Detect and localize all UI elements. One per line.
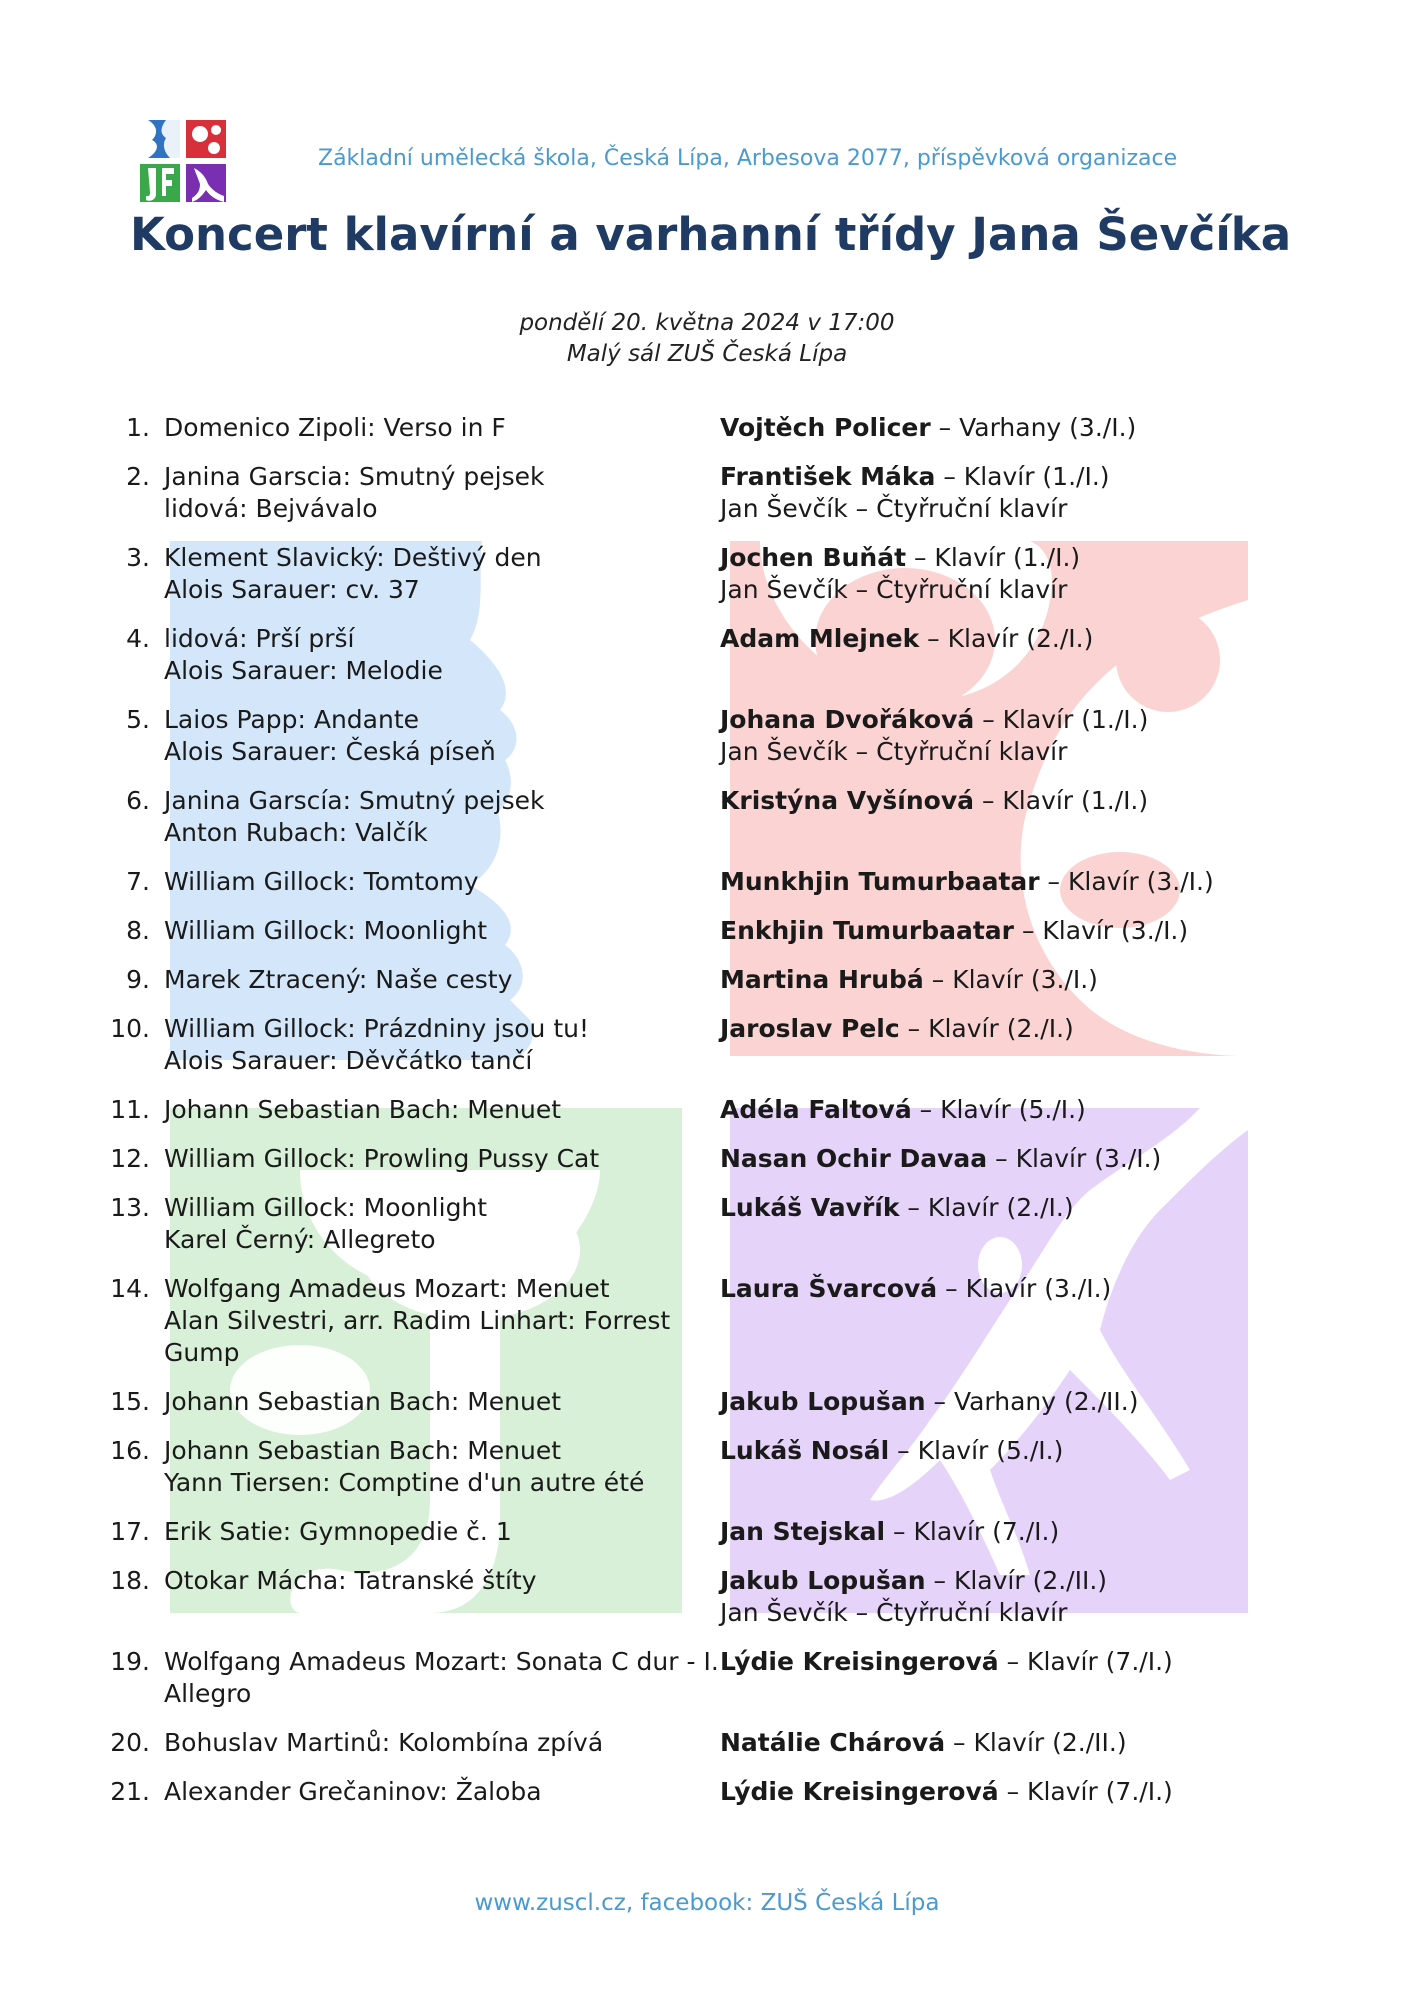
program-item-number: 20. xyxy=(110,1728,150,1757)
program-item-pieces xyxy=(164,1143,720,1175)
school-logo xyxy=(140,120,226,202)
program-item-pieces xyxy=(164,704,720,768)
program-item-pieces xyxy=(164,1013,720,1077)
program-item-number: 5. xyxy=(126,705,150,734)
performer-role: – Klavír (3./I.) xyxy=(987,1144,1162,1173)
program-item-performers xyxy=(720,1516,1240,1548)
program-item xyxy=(0,1386,1414,1435)
program-item-number: 21. xyxy=(110,1777,150,1806)
piece-title: Alois Sarauer: Melodie xyxy=(164,656,443,685)
performer-name: Munkhjin Tumurbaatar xyxy=(720,867,1040,896)
program-item-number: 13. xyxy=(110,1193,150,1222)
piece-title: Karel Černý: Allegreto xyxy=(164,1225,436,1254)
program-item-number: 14. xyxy=(110,1274,150,1303)
piece-title: Domenico Zipoli: Verso in F xyxy=(164,413,506,442)
piece-title: Alan Silvestri, arr. Radim Linhart: Forrest Gump xyxy=(164,1306,671,1367)
piece-title: Alois Sarauer: Děvčátko tančí xyxy=(164,1046,533,1075)
program-item-pieces xyxy=(164,1273,720,1369)
performer-line xyxy=(720,1646,1240,1678)
program-item-performers xyxy=(720,1435,1240,1499)
performer-name: Laura Švarcová xyxy=(720,1274,938,1303)
performer-line xyxy=(720,542,1240,574)
program-item-performers xyxy=(720,542,1240,606)
performer-line xyxy=(720,1273,1240,1305)
performer-line xyxy=(720,1597,1240,1629)
performer-name: Jakub Lopušan xyxy=(720,1387,926,1416)
piece-title: William Gillock: Moonlight xyxy=(164,1193,488,1222)
piece-title: lidová: Bejvávalo xyxy=(164,494,378,523)
program-item-number: 9. xyxy=(126,965,150,994)
program-item-number: 11. xyxy=(110,1095,150,1124)
piece-title: Johann Sebastian Bach: Menuet xyxy=(164,1095,562,1124)
performer-line xyxy=(720,785,1240,817)
performer-role: – Klavír (1./I.) xyxy=(974,705,1149,734)
program-item xyxy=(0,461,1414,542)
piece-title: Alois Sarauer: cv. 37 xyxy=(164,575,420,604)
program-item-number: 6. xyxy=(126,786,150,815)
program-item-number: 7. xyxy=(126,867,150,896)
performer-role: – Klavír (7./I.) xyxy=(885,1517,1060,1546)
performer-role: – Klavír (3./I.) xyxy=(923,965,1098,994)
program-item-number: 1. xyxy=(126,413,150,442)
performer-name: Martina Hrubá xyxy=(720,965,924,994)
performer-role: – Klavír (7./I.) xyxy=(998,1777,1173,1806)
program-item-pieces xyxy=(164,785,720,849)
performer-role: – Klavír (3./I.) xyxy=(1014,916,1189,945)
performer-role: – Klavír (2./II.) xyxy=(945,1728,1127,1757)
program-item-pieces xyxy=(164,542,720,606)
performer-line xyxy=(720,461,1240,493)
program-item-performers xyxy=(720,1386,1240,1418)
performer-role: – Klavír (2./I.) xyxy=(899,1014,1074,1043)
program-item-pieces xyxy=(164,461,720,525)
program-item xyxy=(0,785,1414,866)
program-item xyxy=(0,964,1414,1013)
performer-line xyxy=(720,623,1240,655)
program-item-number: 17. xyxy=(110,1517,150,1546)
piece-title: Alexander Grečaninov: Žaloba xyxy=(164,1777,542,1806)
program-item-number: 16. xyxy=(110,1436,150,1465)
performer-line xyxy=(720,1727,1240,1759)
performer-role: – Klavír (1./I.) xyxy=(906,543,1081,572)
program-item-pieces xyxy=(164,964,720,996)
program-item xyxy=(0,542,1414,623)
piece-title: William Gillock: Tomtomy xyxy=(164,867,479,896)
performer-name: Enkhjin Tumurbaatar xyxy=(720,916,1015,945)
piece-title: Wolfgang Amadeus Mozart: Menuet xyxy=(164,1274,610,1303)
program-item-number: 15. xyxy=(110,1387,150,1416)
piece-title: Laios Papp: Andante xyxy=(164,705,420,734)
program-item xyxy=(0,1013,1414,1094)
program-item-performers xyxy=(720,866,1240,898)
footer-links: www.zuscl.cz, facebook: ZUŠ Česká Lípa xyxy=(474,1890,940,1916)
performer-line xyxy=(720,866,1240,898)
program-item-pieces xyxy=(164,1435,720,1499)
program-item-pieces xyxy=(164,623,720,687)
performer-line xyxy=(720,1516,1240,1548)
performer-role: – Klavír (5./I.) xyxy=(889,1436,1064,1465)
program-item-pieces xyxy=(164,1565,720,1629)
performer-name: Jaroslav Pelc xyxy=(720,1014,900,1043)
program-item-pieces xyxy=(164,1776,720,1808)
performer-line xyxy=(720,1143,1240,1175)
program-item xyxy=(0,1094,1414,1143)
program-item-number: 10. xyxy=(110,1014,150,1043)
program-item-performers xyxy=(720,623,1240,687)
school-name: Základní umělecká škola, Česká Lípa, Arbesova 2077, příspěvková organizace xyxy=(318,146,1178,171)
performer-role: – Klavír (1./I.) xyxy=(935,462,1110,491)
performer-role: – Klavír (5./I.) xyxy=(911,1095,1086,1124)
piece-title: Bohuslav Martinů: Kolombína zpívá xyxy=(164,1728,604,1757)
program-item-number: 2. xyxy=(126,462,150,491)
program-item-pieces xyxy=(164,1727,720,1759)
performer-role: Jan Ševčík – Čtyřruční klavír xyxy=(720,494,1068,523)
performer-line xyxy=(720,574,1240,606)
program-item-performers xyxy=(720,1776,1240,1808)
performer-role: – Klavír (1./I.) xyxy=(974,786,1149,815)
program-item-performers xyxy=(720,1273,1240,1369)
program-item-pieces xyxy=(164,866,720,898)
piece-title: William Gillock: Prowling Pussy Cat xyxy=(164,1144,600,1173)
program-item-number: 19. xyxy=(110,1647,150,1676)
program-item xyxy=(0,1192,1414,1273)
piece-title: Otokar Mácha: Tatranské štíty xyxy=(164,1566,537,1595)
performer-role: – Klavír (3./I.) xyxy=(937,1274,1112,1303)
program-list xyxy=(0,412,1414,1825)
program-item-pieces xyxy=(164,1192,720,1256)
program-item-number: 3. xyxy=(126,543,150,572)
program-item-pieces xyxy=(164,1094,720,1126)
performer-line xyxy=(720,1094,1240,1126)
program-item xyxy=(0,1727,1414,1776)
program-item-performers xyxy=(720,1727,1240,1759)
program-item-performers xyxy=(720,785,1240,849)
performer-role: – Klavír (2./II.) xyxy=(925,1566,1108,1595)
event-info xyxy=(0,308,1414,370)
program-item-performers xyxy=(720,1013,1240,1077)
piece-title: Johann Sebastian Bach: Menuet xyxy=(164,1436,562,1465)
performer-role: – Varhany (2./II.) xyxy=(925,1387,1139,1416)
performer-role: – Klavír (7./I.) xyxy=(998,1647,1173,1676)
program-item-pieces xyxy=(164,1646,720,1710)
program-item xyxy=(0,1776,1414,1825)
program-item xyxy=(0,704,1414,785)
performer-line xyxy=(720,704,1240,736)
program-item-performers xyxy=(720,704,1240,768)
program-item-number: 12. xyxy=(110,1144,150,1173)
piece-title: Janina Garscia: Smutný pejsek xyxy=(164,462,545,491)
piece-title: Anton Rubach: Valčík xyxy=(164,818,428,847)
performer-line xyxy=(720,412,1240,444)
program-item xyxy=(0,1565,1414,1646)
performer-line xyxy=(720,1435,1240,1467)
performer-role: Jan Ševčík – Čtyřruční klavír xyxy=(720,737,1068,766)
piece-title: Yann Tiersen: Comptine d'un autre été xyxy=(164,1468,645,1497)
piece-title: Erik Satie: Gymnopedie č. 1 xyxy=(164,1517,512,1546)
performer-role: – Klavír (2./I.) xyxy=(919,624,1094,653)
performer-name: Lukáš Vavřík xyxy=(720,1193,900,1222)
program-item-performers xyxy=(720,1143,1240,1175)
program-item-pieces xyxy=(164,1516,720,1548)
performer-name: Jan Stejskal xyxy=(720,1517,886,1546)
piece-title: lidová: Prší prší xyxy=(164,624,355,653)
piece-title: William Gillock: Prázdniny jsou tu! xyxy=(164,1014,589,1043)
program-item-performers xyxy=(720,1094,1240,1126)
program-item-performers xyxy=(720,1192,1240,1256)
piece-title: Klement Slavický: Deštivý den xyxy=(164,543,542,572)
performer-line xyxy=(720,1565,1240,1597)
performer-line xyxy=(720,1013,1240,1045)
event-venue: Malý sál ZUŠ Česká Lípa xyxy=(566,341,848,367)
performer-name: Lýdie Kreisingerová xyxy=(720,1647,999,1676)
program-item xyxy=(0,623,1414,704)
performer-name: Vojtěch Policer xyxy=(720,413,931,442)
performer-name: Adéla Faltová xyxy=(720,1095,912,1124)
program-item-pieces xyxy=(164,412,720,444)
performer-line xyxy=(720,964,1240,996)
performer-line xyxy=(720,1192,1240,1224)
performer-role: – Klavír (2./I.) xyxy=(899,1193,1074,1222)
program-item-number: 8. xyxy=(126,916,150,945)
program-item-performers xyxy=(720,461,1240,525)
piece-title: Marek Ztracený: Naše cesty xyxy=(164,965,513,994)
program-item-performers xyxy=(720,1646,1240,1710)
program-item xyxy=(0,412,1414,461)
program-item-pieces xyxy=(164,915,720,947)
event-date-time: pondělí 20. května 2024 v 17:00 xyxy=(519,310,895,336)
performer-role: Jan Ševčík – Čtyřruční klavír xyxy=(720,1598,1068,1627)
program-item xyxy=(0,915,1414,964)
performer-name: Natálie Chárová xyxy=(720,1728,946,1757)
program-item xyxy=(0,1143,1414,1192)
performer-name: Lýdie Kreisingerová xyxy=(720,1777,999,1806)
program-item xyxy=(0,1516,1414,1565)
program-item-pieces xyxy=(164,1386,720,1418)
performer-line xyxy=(720,1386,1240,1418)
performer-name: Nasan Ochir Davaa xyxy=(720,1144,988,1173)
program-item-number: 18. xyxy=(110,1566,150,1595)
performer-line xyxy=(720,1776,1240,1808)
performer-line xyxy=(720,493,1240,525)
piece-title: Wolfgang Amadeus Mozart: Sonata C dur - I. Allegro xyxy=(164,1647,719,1708)
program-item xyxy=(0,1646,1414,1727)
performer-line xyxy=(720,736,1240,768)
performer-role: – Varhany (3./I.) xyxy=(930,413,1137,442)
performer-role: Jan Ševčík – Čtyřruční klavír xyxy=(720,575,1068,604)
performer-name: Johana Dvořáková xyxy=(720,705,975,734)
program-item-performers xyxy=(720,964,1240,996)
performer-name: Jochen Buňát xyxy=(720,543,907,572)
program-item-performers xyxy=(720,412,1240,444)
piece-title: William Gillock: Moonlight xyxy=(164,916,488,945)
program-item-number: 4. xyxy=(126,624,150,653)
performer-name: Jakub Lopušan xyxy=(720,1566,926,1595)
piece-title: Janina Garscía: Smutný pejsek xyxy=(164,786,545,815)
performer-name: Kristýna Vyšínová xyxy=(720,786,975,815)
program-item xyxy=(0,1435,1414,1516)
piece-title: Alois Sarauer: Česká píseň xyxy=(164,737,496,766)
performer-name: Lukáš Nosál xyxy=(720,1436,890,1465)
program-item-performers xyxy=(720,915,1240,947)
page-title: Koncert klavírní a varhanní třídy Jana Ševčíka xyxy=(130,208,1292,261)
performer-line xyxy=(720,915,1240,947)
performer-role: – Klavír (3./I.) xyxy=(1039,867,1214,896)
program-item xyxy=(0,866,1414,915)
program-item-performers xyxy=(720,1565,1240,1629)
performer-name: Adam Mlejnek xyxy=(720,624,920,653)
performer-name: František Máka xyxy=(720,462,936,491)
piece-title: Johann Sebastian Bach: Menuet xyxy=(164,1387,562,1416)
program-item xyxy=(0,1273,1414,1386)
